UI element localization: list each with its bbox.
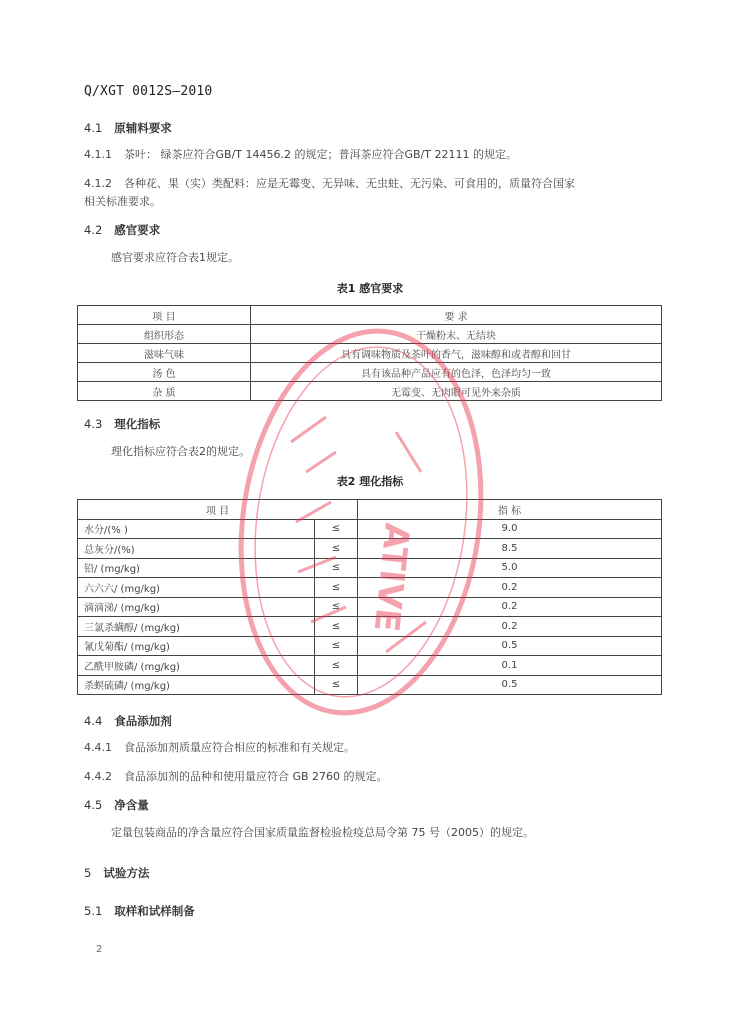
para-4-1-2-line2: 相关标准要求。 xyxy=(84,195,161,208)
table-cell: 0.2 xyxy=(358,597,662,617)
table-cell: 杀螟硫磷/ (mg/kg) xyxy=(78,675,315,695)
table-cell: 0.2 xyxy=(358,578,662,598)
table-cell: 铅/ (mg/kg) xyxy=(78,558,315,578)
table-cell: 8.5 xyxy=(358,539,662,559)
heading-4-4: 4.4 食品添加剂 xyxy=(84,714,172,728)
table-cell: 具有该品种产品应有的色泽，色泽均匀一致 xyxy=(251,363,662,382)
table-cell: 氰戊菊酯/ (mg/kg) xyxy=(78,636,315,656)
para-4-5: 定量包装商品的净含量应符合国家质量监督检验检疫总局令第 75 号（2005）的规定。 xyxy=(111,826,534,839)
seal-outer-ring xyxy=(236,322,486,722)
para-4-1-1: 4.1.1 茶叶： 绿茶应符合GB/T 14456.2 的规定；普洱茶应符合GB/T 22111 的规定。 xyxy=(84,148,517,161)
table-cell: ≤ xyxy=(315,656,358,676)
table-cell: 0.2 xyxy=(358,617,662,637)
page-number: 2 xyxy=(96,944,103,955)
table-cell: 滴滴涕/ (mg/kg) xyxy=(78,597,315,617)
table-cell: ≤ xyxy=(315,617,358,637)
table-header-cell: 指 标 xyxy=(358,500,662,520)
para-4-4-2: 4.4.2 食品添加剂的品种和使用量应符合 GB 2760 的规定。 xyxy=(84,770,388,783)
seal-text: ATIVE xyxy=(365,521,417,634)
para-4-3: 理化指标应符合表2的规定。 xyxy=(111,445,250,458)
table-cell: 水分/(% ) xyxy=(78,519,315,539)
table-cell: 0.5 xyxy=(358,675,662,695)
table-cell: ≤ xyxy=(315,597,358,617)
table-cell: 5.0 xyxy=(358,558,662,578)
table-cell: 具有调味物质及茶叶的香气，滋味醇和或者醇和回甘 xyxy=(251,344,662,363)
table-cell: 汤 色 xyxy=(78,363,251,382)
table-cell: ≤ xyxy=(315,519,358,539)
table-cell: 0.5 xyxy=(358,636,662,656)
heading-5-1: 5.1 取样和试样制备 xyxy=(84,904,195,918)
standard-code: Q/XGT 0012S—2010 xyxy=(84,84,213,99)
table-cell: 杂 质 xyxy=(78,382,251,401)
para-4-4-1: 4.4.1 食品添加剂质量应符合相应的标准和有关规定。 xyxy=(84,741,355,754)
heading-4-3: 4.3 理化指标 xyxy=(84,417,161,431)
table-cell: ≤ xyxy=(315,558,358,578)
table-cell: ≤ xyxy=(315,675,358,695)
table-cell: 0.1 xyxy=(358,656,662,676)
table-cell: ≤ xyxy=(315,578,358,598)
heading-4-1: 4.1 原辅料要求 xyxy=(84,121,172,135)
table-header-cell: 要 求 xyxy=(251,306,662,325)
para-4-1-2-line1: 4.1.2 各种花、果（实）类配料：应是无霉变、无异味、无虫蛀、无污染、可食用的，质量符合国家 xyxy=(84,177,575,190)
table-cell: 9.0 xyxy=(358,519,662,539)
table-cell: 三氯杀螨醇/ (mg/kg) xyxy=(78,617,315,637)
table1-caption: 表1 感官要求 xyxy=(336,282,404,295)
table-cell: 滋味气味 xyxy=(78,344,251,363)
table-cell: ≤ xyxy=(315,636,358,656)
table-cell: 乙酰甲胺磷/ (mg/kg) xyxy=(78,656,315,676)
para-4-2: 感官要求应符合表1规定。 xyxy=(111,251,239,264)
table-cell: 总灰分/(%) xyxy=(78,539,315,559)
table-header-cell: 项 目 xyxy=(78,306,251,325)
table-cell: 六六六/ (mg/kg) xyxy=(78,578,315,598)
heading-4-5: 4.5 净含量 xyxy=(84,798,149,812)
seal-inner-ring xyxy=(236,333,486,711)
table-cell: ≤ xyxy=(315,539,358,559)
heading-5: 5 试验方法 xyxy=(84,866,150,880)
heading-4-2: 4.2 感官要求 xyxy=(84,223,161,237)
table2-caption: 表2 理化指标 xyxy=(336,475,404,488)
table-header-cell: 项 目 xyxy=(78,500,358,520)
table-cell: 干燥粉末、无结块 xyxy=(251,325,662,344)
table-cell: 无霉变、无肉眼可见外来杂质 xyxy=(251,382,662,401)
table-cell: 组织形态 xyxy=(78,325,251,344)
official-seal-stamp xyxy=(236,322,486,722)
